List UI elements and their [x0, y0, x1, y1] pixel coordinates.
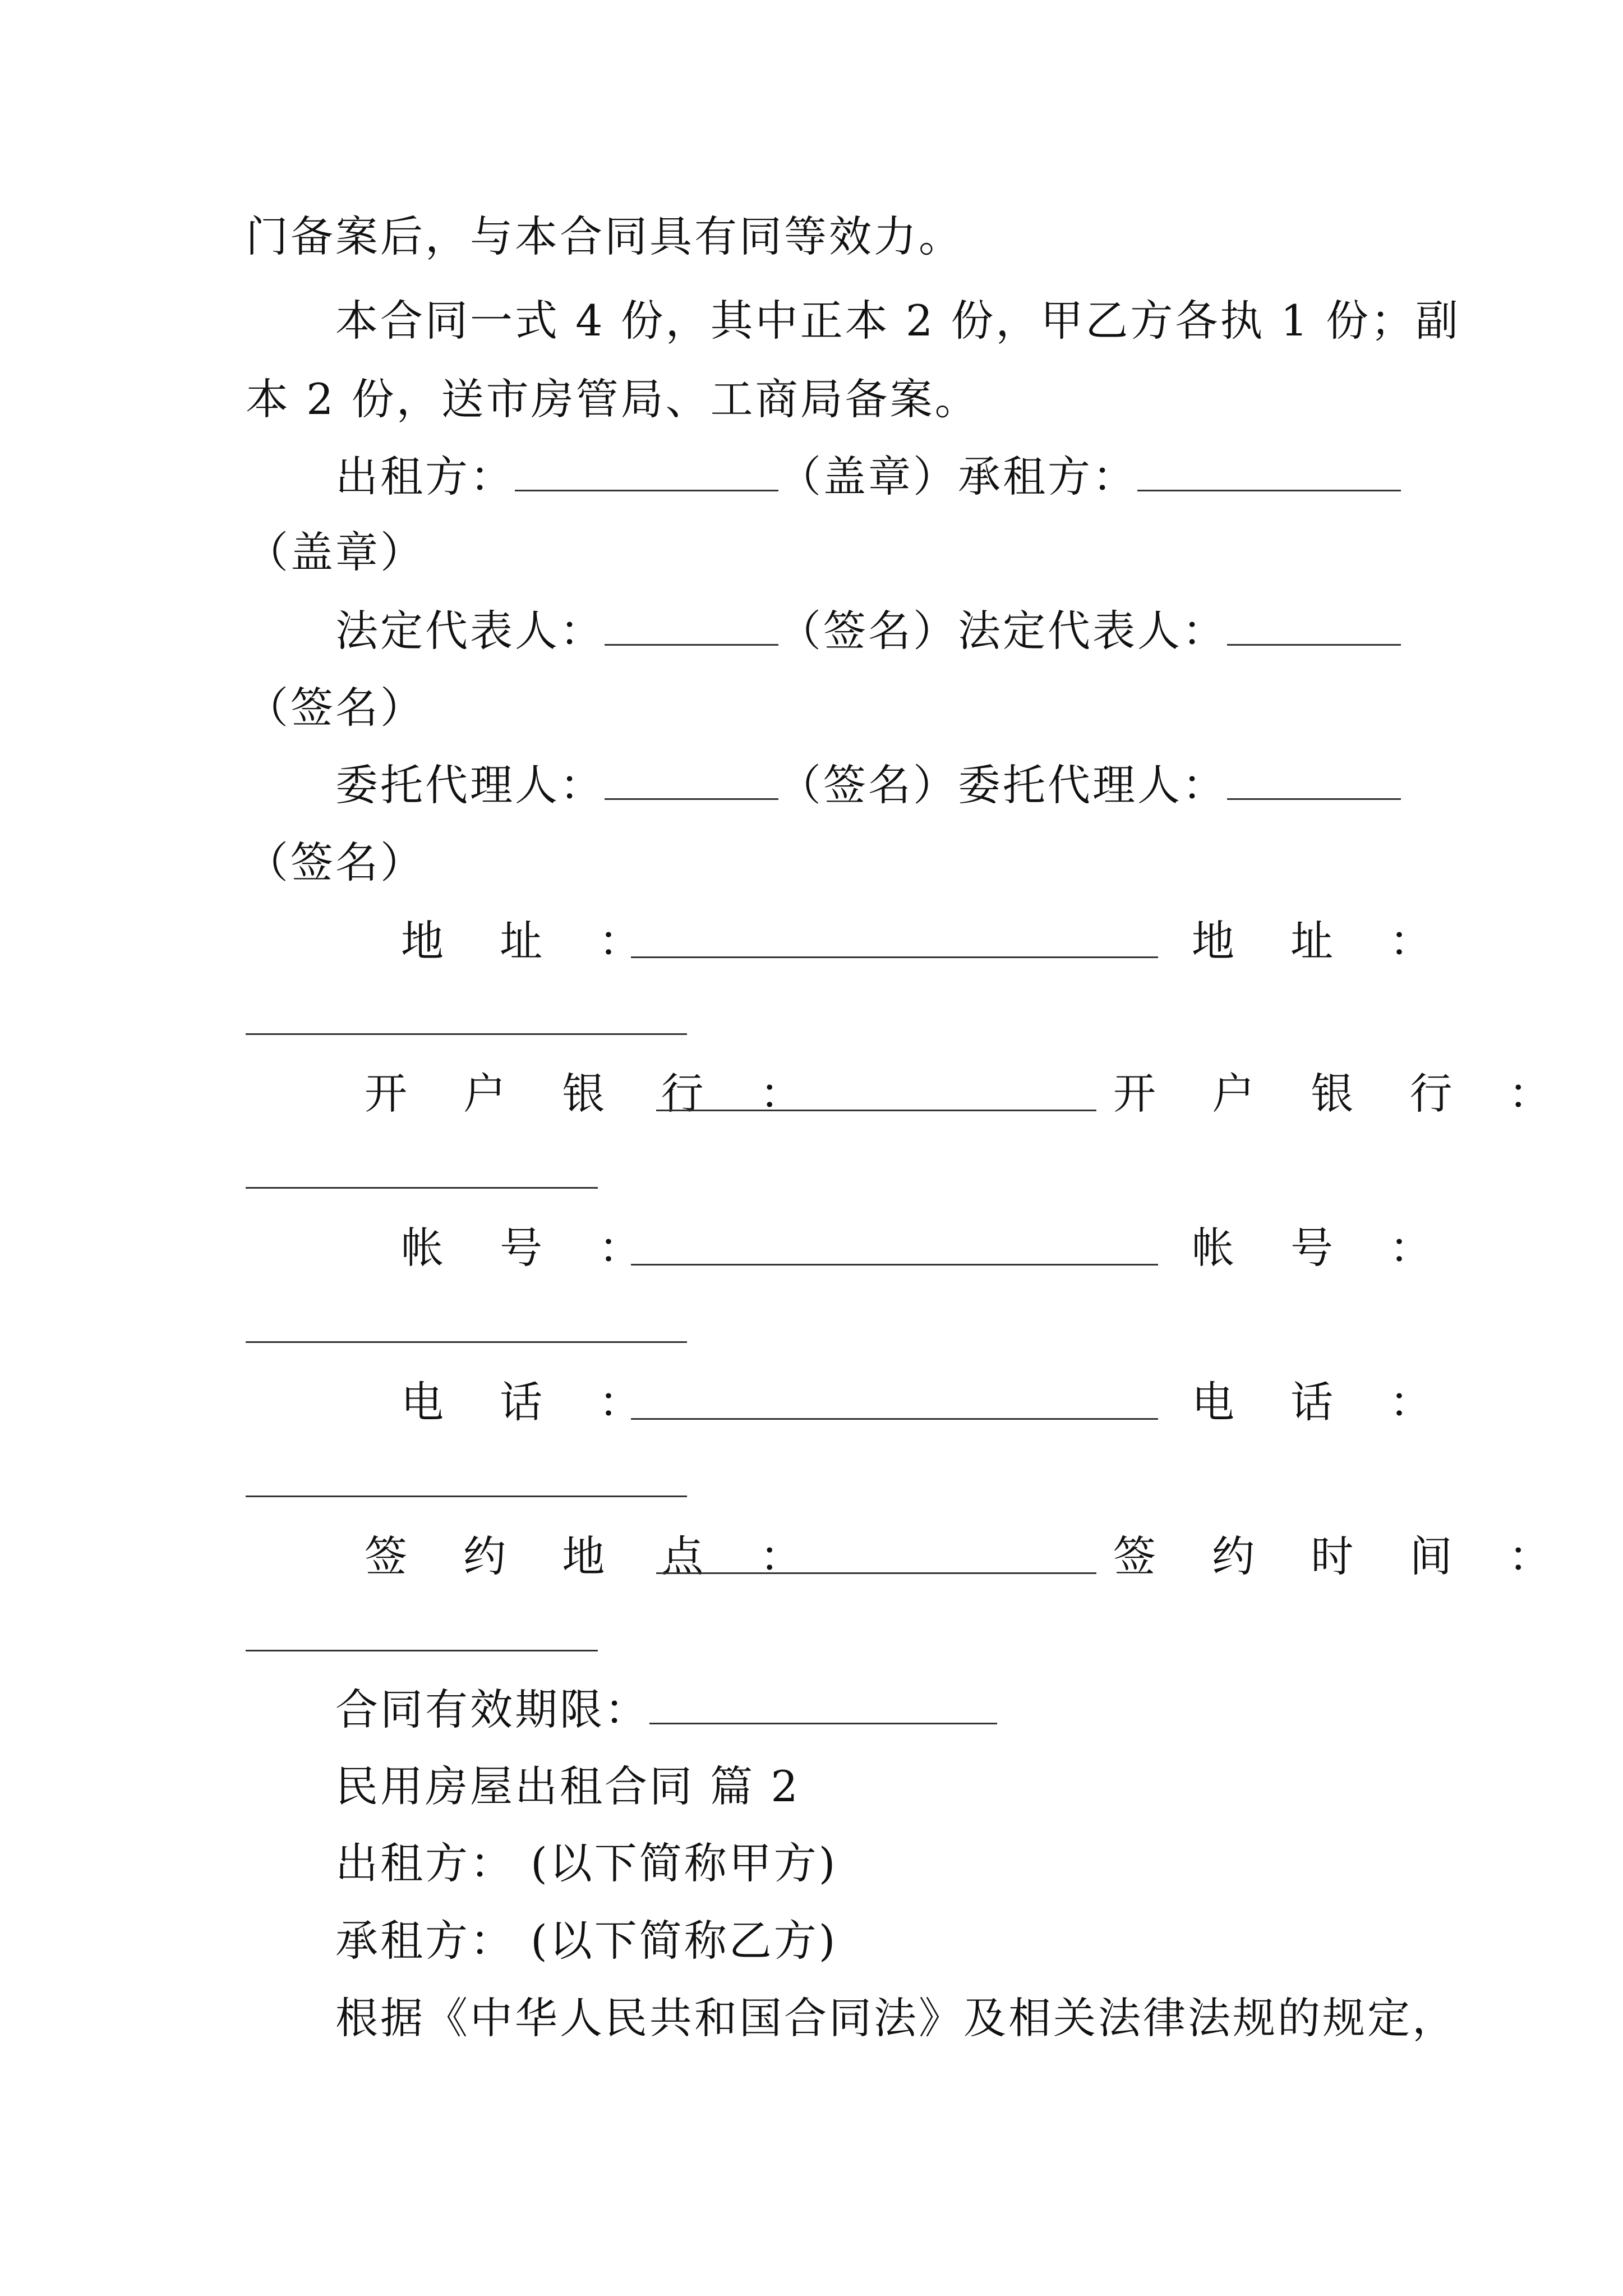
lessee-blank[interactable]	[1137, 455, 1401, 491]
account-label-lessor: 帐 号 ：	[401, 1223, 663, 1273]
lessor-label: 出租方：	[335, 452, 515, 501]
lessor-signature-line	[335, 449, 1401, 505]
address-blank-lessor[interactable]	[631, 956, 1158, 958]
legal-rep-blank-lessor[interactable]	[605, 609, 778, 646]
agent-line	[335, 757, 1401, 813]
validity-line	[335, 1682, 997, 1738]
section-title: 民用房屋出租合同 篇 2	[335, 1761, 800, 1811]
agent-blank-lessor[interactable]	[605, 763, 778, 800]
bank-label-lessor: 开 户 银 行 ：	[365, 1069, 824, 1119]
phone-blank-lessee[interactable]	[246, 1496, 687, 1497]
validity-blank[interactable]	[649, 1688, 997, 1724]
lessee-seal-label: （盖章）	[246, 527, 425, 577]
phone-blank-lessor[interactable]	[631, 1418, 1158, 1420]
address-label-lessor: 地 址 ：	[401, 916, 663, 966]
agent-label-lessee: 委托代理人：	[958, 760, 1227, 810]
sign-place-label: 签 约 地 点 ：	[365, 1531, 824, 1581]
legal-rep-signature-lessee: （签名）	[246, 683, 425, 733]
copies-text-line1: 本合同一式 4 份，其中正本 2 份，甲乙方各执 1 份；副	[335, 296, 1461, 346]
sign-place-blank[interactable]	[656, 1572, 1096, 1574]
agent-signature-lessee: （签名）	[246, 838, 425, 887]
lessor-definition: 出租方： (以下简称甲方)	[335, 1838, 838, 1888]
sign-time-label: 签 约 时 间 ：	[1113, 1531, 1573, 1581]
bank-blank-lessee[interactable]	[246, 1187, 598, 1189]
lessee-definition: 承租方： (以下简称乙方)	[335, 1916, 838, 1966]
copies-text-line2: 本 2 份，送市房管局、工商局备案。	[246, 374, 980, 424]
legal-rep-label-lessee: 法定代表人：	[958, 606, 1227, 656]
legal-rep-signature-lessor: （签名）	[778, 606, 958, 656]
legal-rep-blank-lessee[interactable]	[1227, 609, 1401, 646]
lessor-blank[interactable]	[515, 455, 778, 491]
agent-signature-lessor: （签名）	[778, 760, 958, 810]
legal-rep-label-lessor: 法定代表人：	[335, 606, 605, 656]
legal-rep-line	[335, 603, 1401, 659]
address-label-lessee: 地 址 ：	[1192, 916, 1454, 966]
phone-label-lessee: 电 话 ：	[1192, 1377, 1454, 1427]
account-label-lessee: 帐 号 ：	[1192, 1223, 1454, 1273]
bank-label-lessee: 开 户 银 行 ：	[1113, 1069, 1573, 1119]
account-blank-lessor[interactable]	[631, 1264, 1158, 1266]
continuation-text: 门备案后，与本合同具有同等效力。	[246, 211, 963, 261]
phone-label-lessor: 电 话 ：	[401, 1377, 663, 1427]
lessor-seal-label: （盖章）	[778, 452, 958, 501]
bank-blank-lessor[interactable]	[656, 1110, 1096, 1111]
address-blank-lessee[interactable]	[246, 1033, 687, 1035]
lessee-label: 承租方：	[958, 452, 1137, 501]
account-blank-lessee[interactable]	[246, 1341, 687, 1343]
validity-label: 合同有效期限：	[335, 1685, 649, 1734]
agent-label-lessor: 委托代理人：	[335, 760, 605, 810]
sign-time-blank[interactable]	[246, 1650, 598, 1651]
legal-basis-text: 根据《中华人民共和国合同法》及相关法律法规的规定，	[335, 1993, 1457, 2043]
agent-blank-lessee[interactable]	[1227, 763, 1401, 800]
